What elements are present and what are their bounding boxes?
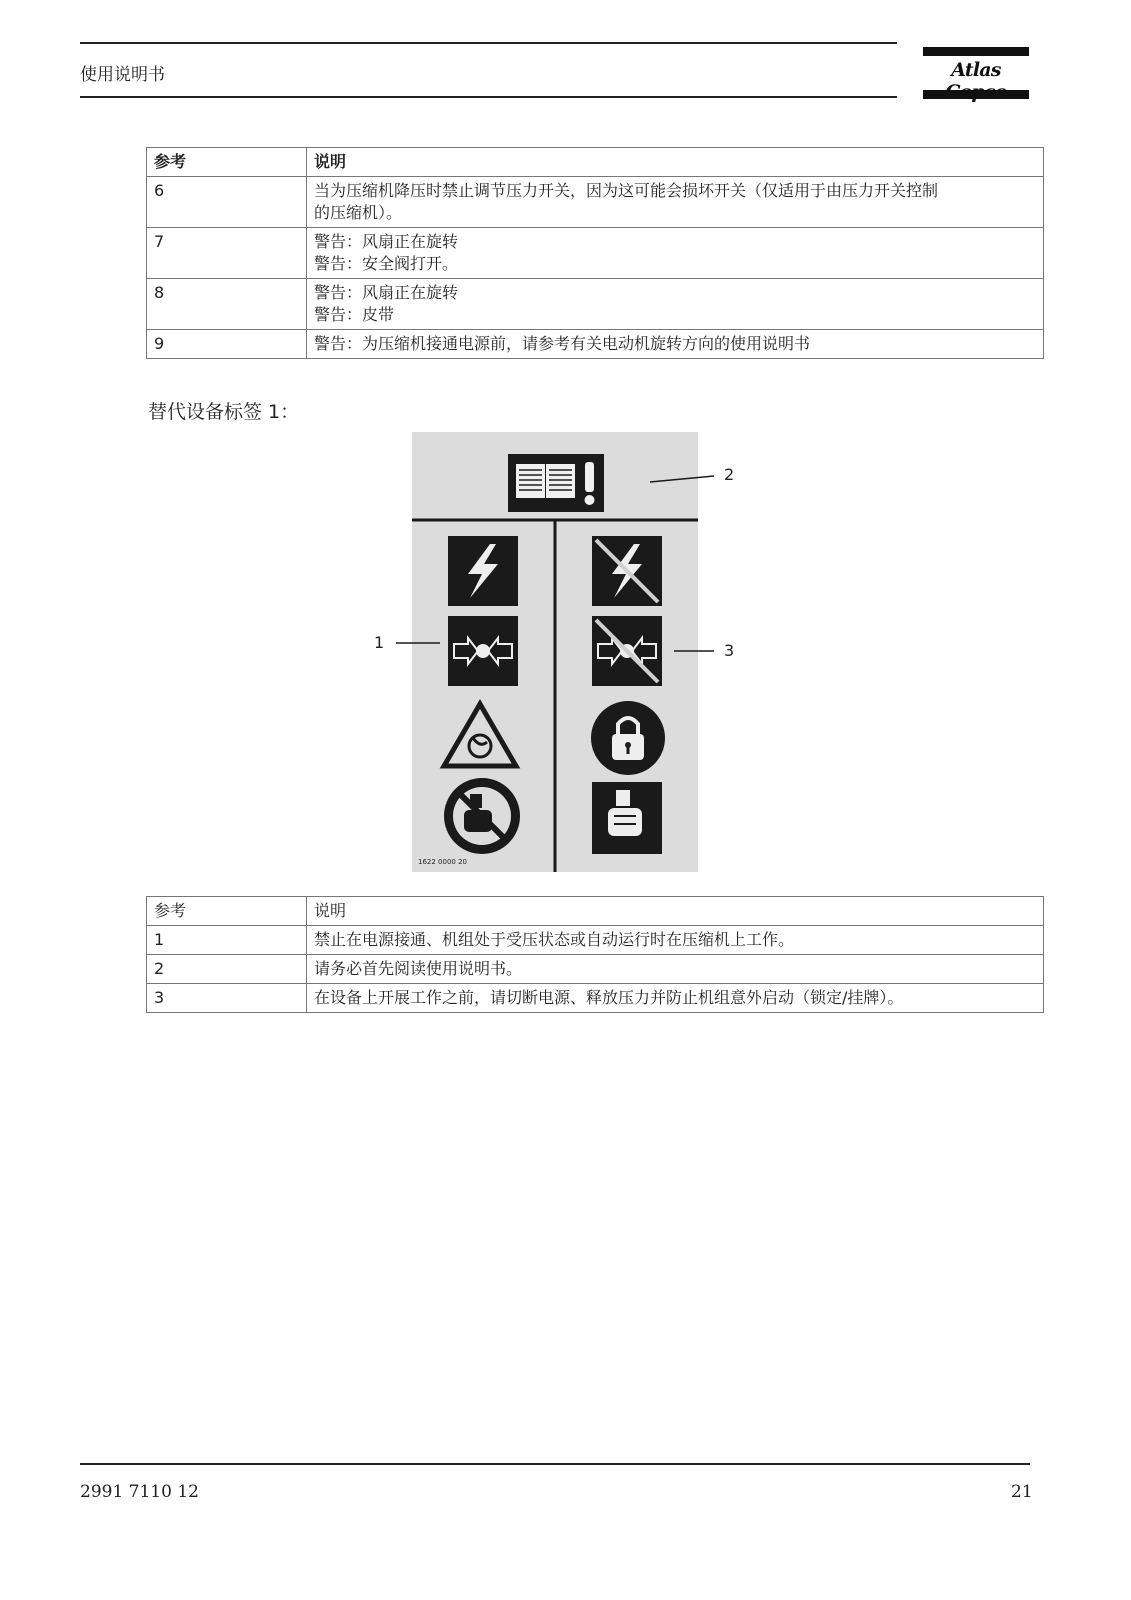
row-ref: 1 (147, 926, 307, 955)
description-line: 警告：风扇正在旋转 (314, 283, 459, 302)
page-number: 21 (1011, 1482, 1033, 1502)
maintenance-icon (592, 782, 662, 854)
header-ref: 参考 (147, 897, 307, 926)
label-part-number: 1622 0000 20 (418, 858, 467, 866)
pressure-off-icon (592, 616, 662, 686)
callout-2: 2 (724, 465, 735, 484)
table-row (147, 984, 1044, 1013)
header-rule-bottom (80, 96, 897, 98)
document-number: 2991 7110 12 (80, 1482, 199, 1502)
callout-1: 1 (374, 633, 385, 652)
reference-table-1 (146, 147, 1044, 359)
atlas-copco-logo (923, 47, 1029, 99)
row-ref: 3 (147, 984, 307, 1013)
lockout-padlock-icon (591, 701, 665, 775)
footer-rule (80, 1463, 1030, 1465)
figure-caption: 替代设备标签 1： (148, 401, 300, 423)
row-description: 在设备上开展工作之前，请切断电源、释放压力并防止机组意外启动（锁定/挂牌）。 (307, 984, 1044, 1013)
table-header-row (147, 148, 1044, 177)
logo-bar-bottom (923, 90, 1029, 99)
row-description (307, 228, 1044, 279)
row-ref: 6 (147, 177, 307, 228)
table-header-row (147, 897, 1044, 926)
header-rule-top (80, 42, 897, 44)
table-row (147, 926, 1044, 955)
row-description (307, 279, 1044, 330)
table-row (147, 228, 1044, 279)
no-maintenance-icon (444, 778, 520, 854)
logo-bar-top (923, 47, 1029, 56)
row-ref: 9 (147, 330, 307, 359)
callout-3: 3 (724, 641, 735, 660)
table-row (147, 279, 1044, 330)
row-description: 请务必首先阅读使用说明书。 (307, 955, 1044, 984)
description-line: 警告：皮带 (314, 305, 395, 324)
row-description (307, 330, 1044, 359)
description-line: 的压缩机）。 (314, 203, 403, 222)
table-row (147, 955, 1044, 984)
reference-table-2 (146, 896, 1044, 1013)
row-ref: 7 (147, 228, 307, 279)
description-line: 当为压缩机降压时禁止调节压力开关，因为这可能会损坏开关（仅适用于由压力开关控制 (314, 181, 939, 200)
row-ref: 2 (147, 955, 307, 984)
header-description: 说明 (307, 148, 1044, 177)
description-line: 警告：风扇正在旋转 (314, 232, 459, 251)
electric-hazard-icon (448, 536, 518, 606)
pressure-hazard-icon (448, 616, 518, 686)
logo-wordmark: Atlas (951, 59, 1001, 81)
description-line: 警告：为压缩机接通电源前，请参考有关电动机旋转方向的使用说明书 (314, 334, 811, 353)
description-line: 警告：安全阀打开。 (314, 254, 459, 273)
electric-off-icon (592, 536, 662, 606)
read-manual-sign (508, 454, 604, 512)
header-ref: 参考 (147, 148, 307, 177)
row-description: 禁止在电源接通、机组处于受压状态或自动运行时在压缩机上工作。 (307, 926, 1044, 955)
table-row (147, 330, 1044, 359)
row-ref: 8 (147, 279, 307, 330)
header-description: 说明 (307, 897, 1044, 926)
equipment-label-figure (370, 432, 750, 872)
table-row (147, 177, 1044, 228)
row-description (307, 177, 1044, 228)
doc-title: 使用说明书 (80, 65, 165, 85)
